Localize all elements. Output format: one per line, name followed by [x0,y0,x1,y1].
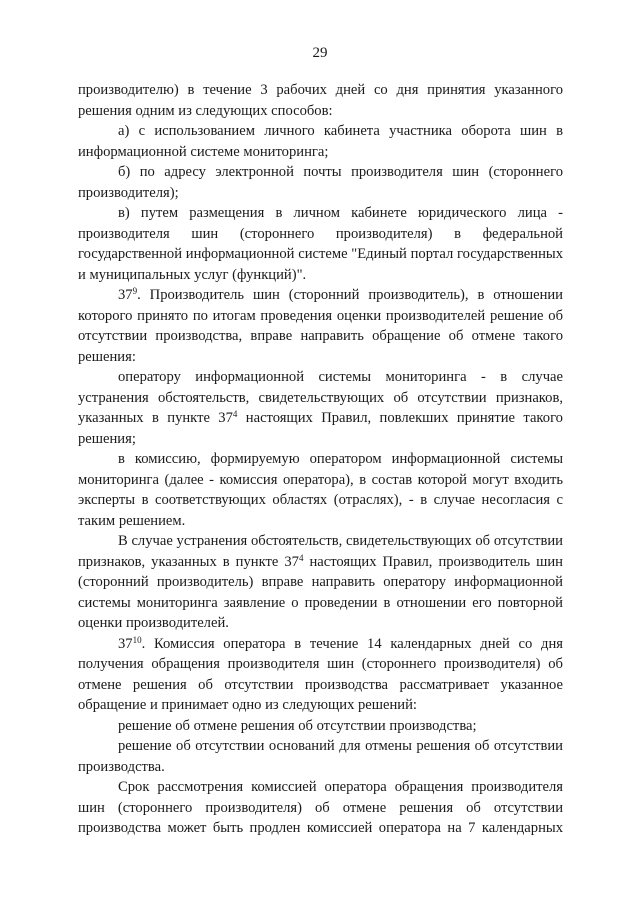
paragraph [78,634,563,716]
paragraph-text: в) путем размещения в личном кабинете юридического лица - производителя шин (стороннего производителя) в федеральной государственной информационной системе "Единый портал государственных и муниципальных услуг (функций)". [78,205,563,283]
paragraph [78,367,563,449]
paragraph [78,121,563,162]
paragraph [78,80,563,121]
paragraph-text: производителю) в течение 3 рабочих дней со дня принятия указанного решения одним из следующих способов: [78,82,563,119]
paragraph-text: решение об отсутствии оснований для отмены решения об отсутствии производства. [78,738,563,775]
superscript: 4 [298,552,304,563]
paragraph [78,162,563,203]
paragraph-text: а) с использованием личного кабинета участника оборота шин в информационной системе мониторинга; [78,123,563,160]
paragraph [78,449,563,531]
paragraph-text: 37 [118,635,133,652]
superscript: 9 [132,286,138,296]
paragraph [78,716,563,737]
paragraph [78,531,563,634]
paragraph-text: Срок рассмотрения комиссией оператора обращения производителя шин (стороннего производителя) об отмене решения об отсутствии производства может быть продлен комиссией оператора на 7 календарных [78,779,563,836]
paragraph-text: В случае устранения обстоятельств, свидетельствующих об отсутствии признаков, указанных в пункте 37 [78,533,563,570]
paragraph-text: б) по адресу электронной почты производителя шин (стороннего производителя); [78,164,563,201]
paragraph-text: оператору информационной системы мониторинга - в случае устранения обстоятельств, свидетельствующих об отсутствии признаков, указанных в пункте 37 [78,369,563,426]
paragraph-text: настоящих Правил, производитель шин (сторонний производитель) вправе направить оператору информационной системы мониторинга заявление о проведении в отношении его повторной оценки производителей. [78,553,563,631]
paragraph-text: настоящих Правил, повлекших принятие такого решения; [78,410,563,447]
paragraph [78,285,563,367]
paragraph-text: решение об отмене решения об отсутствии производства; [118,717,477,734]
paragraph-text: в комиссию, формируемую оператором информационной системы мониторинга (далее - комиссия оператора), в состав которой могут входить эксперты в соответствующих областях (отраслях), - в случае несогласия с таким решением. [78,451,563,529]
document-body [78,80,563,839]
superscript: 4 [232,409,238,419]
paragraph-text: . Комиссия оператора в течение 14 календарных дней со дня получения обращения производителя шин (стороннего производителя) об отмене решения об отсутствии производства рассматривает указанное обращение и принимает одно из следующих решений: [78,635,563,713]
paragraph [78,203,563,285]
paragraph-text: 37 [118,287,133,303]
paragraph [78,777,563,839]
paragraph-text: . Производитель шин (сторонний производитель), в отношении которого принято по итогам проведения оценки производителей решение об отсутствии производства, вправе направить обращение об отмене такого решения: [78,287,563,365]
page-number: 29 [312,45,328,61]
paragraph [78,736,563,777]
superscript: 10 [132,634,142,645]
